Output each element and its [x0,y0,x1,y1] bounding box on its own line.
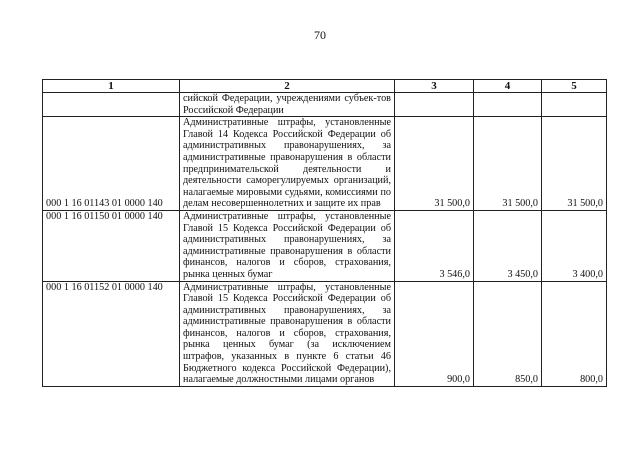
row-value-col4: 3 450,0 [474,210,542,281]
header-col-4: 4 [474,80,542,93]
row-code: 000 1 16 01143 01 0000 140 [43,117,180,211]
row-value-col4: 850,0 [474,281,542,386]
header-col-2: 2 [180,80,395,93]
row-value-col3: 3 546,0 [395,210,474,281]
budget-table [42,79,607,387]
table-header-row [43,80,607,93]
row-value-col4: 31 500,0 [474,117,542,211]
header-col-5: 5 [542,80,607,93]
table-row [43,117,607,211]
table-row [43,210,607,281]
header-col-1: 1 [43,80,180,93]
row-description: Административные штрафы, установленные Главой 14 Кодекса Российской Федерации об административных правонарушениях, за административные правонарушения в области предпринимательской деятельности и деятельности саморегулируемых организаций, налагаемые мировыми судьями, комиссиями по делам несовершеннолетних и защите их прав [180,117,395,211]
row-value-col3 [395,93,474,117]
row-value-col5: 800,0 [542,281,607,386]
row-description: сийской Федерации, учреждениями субъек-тов Российской Федерации [180,93,395,117]
row-code: 000 1 16 01152 01 0000 140 [43,281,180,386]
table-row [43,281,607,386]
row-code [43,93,180,117]
row-value-col5 [542,93,607,117]
row-value-col3: 900,0 [395,281,474,386]
page-number: 70 [314,28,326,42]
row-value-col5: 31 500,0 [542,117,607,211]
row-code: 000 1 16 01150 01 0000 140 [43,210,180,281]
row-value-col4 [474,93,542,117]
table-row [43,93,607,117]
row-description: Административные штрафы, установленные Главой 15 Кодекса Российской Федерации об административных правонарушениях, за административные правонарушения в области финансов, налогов и сборов, страхования, рынка ценных бумаг (за исключением штрафов, указанных в пункте 6 статьи 46 Бюджетного кодекса Российской Федерации), налагаемые должностными лицами органов [180,281,395,386]
row-value-col3: 31 500,0 [395,117,474,211]
row-value-col5: 3 400,0 [542,210,607,281]
row-description: Административные штрафы, установленные Главой 15 Кодекса Российской Федерации об административных правонарушениях, за административные правонарушения в области финансов, налогов и сборов, страхования, рынка ценных бумаг [180,210,395,281]
header-col-3: 3 [395,80,474,93]
